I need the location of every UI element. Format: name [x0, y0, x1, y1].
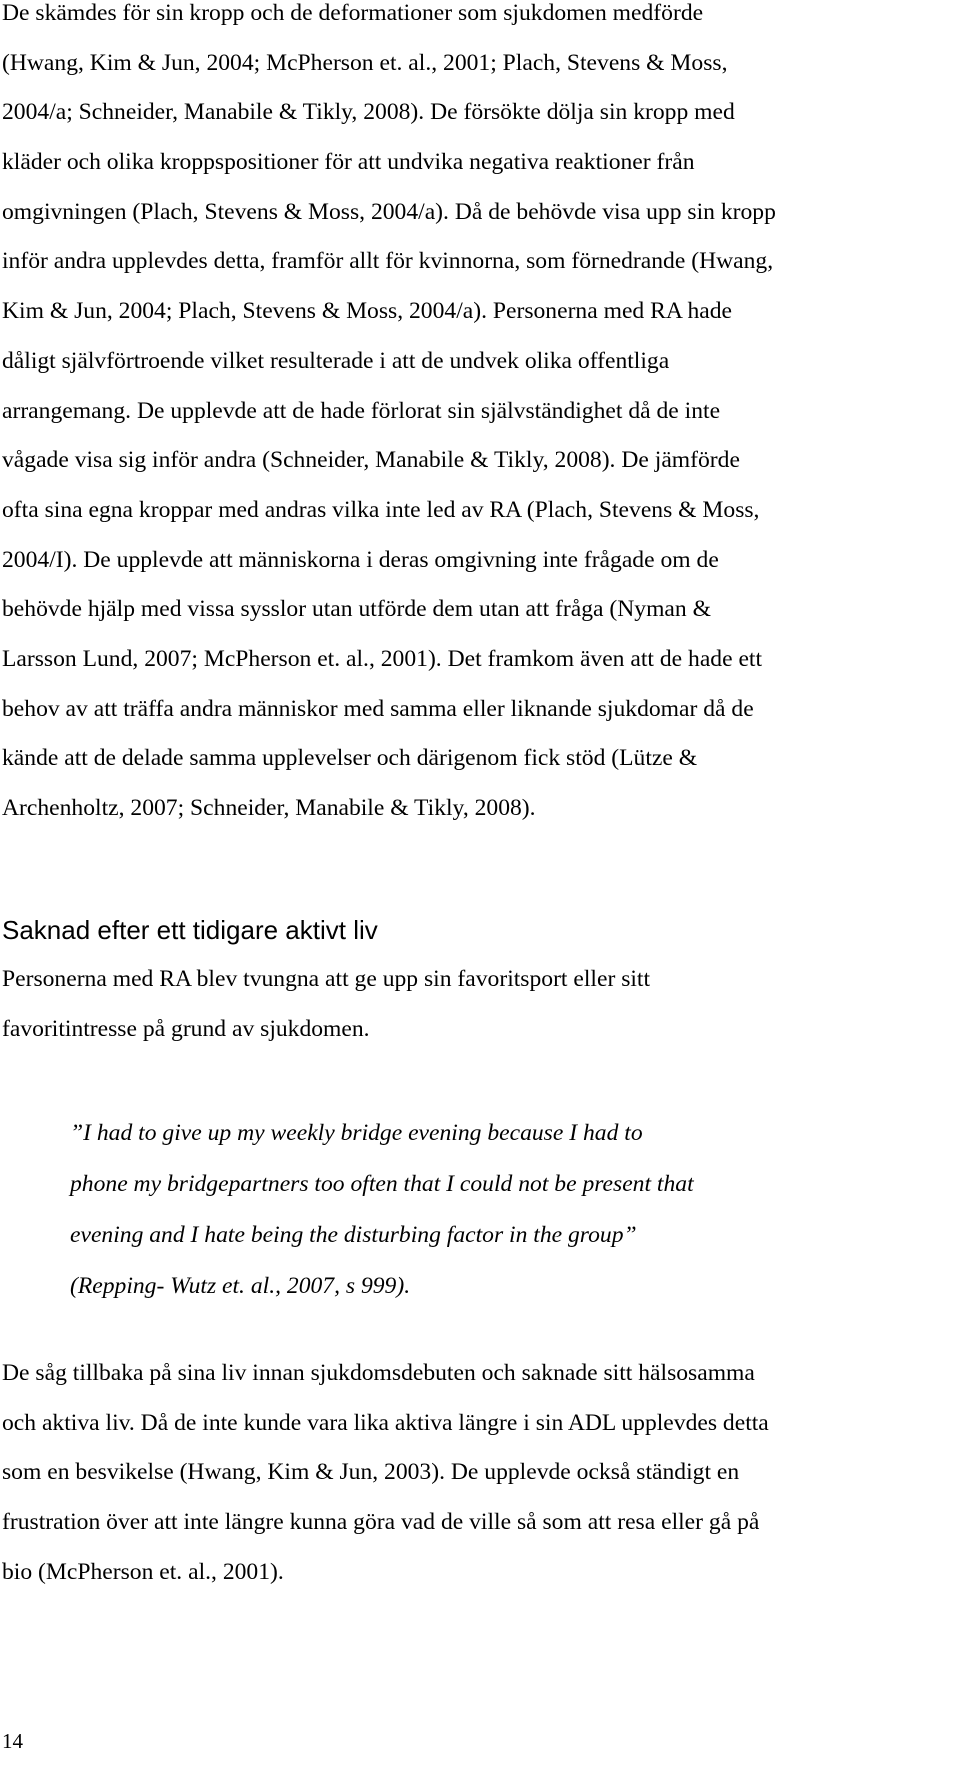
text-line: behövde hjälp med vissa sysslor utan utförde dem utan att fråga (Nyman & [2, 596, 711, 623]
text-line: Archenholtz, 2007; Schneider, Manabile & Tikly, 2008). [2, 795, 536, 821]
paragraph-intro [2, 955, 932, 1054]
text-line: som en besvikelse (Hwang, Kim & Jun, 2003). De upplevde också ständigt en [2, 1459, 740, 1486]
text-line: behov av att träffa andra människor med samma eller liknande sjukdomar då de [2, 695, 754, 722]
text-line: Kim & Jun, 2004; Plach, Stevens & Moss, 2004/a). Personerna med RA hade [2, 298, 733, 325]
text-line: Personerna med RA blev tvungna att ge upp sin favoritsport eller sitt [2, 966, 651, 992]
text-line: och aktiva liv. Då de inte kunde vara lika aktiva längre i sin ADL upplevdes detta [2, 1409, 769, 1436]
text-line: De såg tillbaka på sina liv innan sjukdomsdebuten och saknade sitt hälsosamma [2, 1360, 755, 1386]
quote-line: phone my bridgepartners too often that I could not be present that [70, 1171, 694, 1197]
text-line: omgivningen (Plach, Stevens & Moss, 2004/a). Då de behövde visa upp sin kropp [2, 198, 776, 225]
text-line: Larsson Lund, 2007; McPherson et. al., 2001). Det framkom även att de hade ett [2, 645, 763, 672]
text-line: kläder och olika kroppspositioner för att undvika negativa reaktioner från [2, 149, 695, 176]
block-quote [70, 1108, 930, 1312]
page-number: 14 [2, 1729, 23, 1753]
paragraph-body-image [2, 0, 932, 834]
text-line: frustration över att inte längre kunna göra vad de ville så som att resa eller gå på [2, 1509, 760, 1536]
text-line: ofta sina egna kroppar med andras vilka inte led av RA (Plach, Stevens & Moss, [2, 496, 760, 523]
text-line: kände att de delade samma upplevelser och därigenom fick stöd (Lütze & [2, 745, 698, 772]
paragraph-lost-life [2, 1349, 932, 1597]
quote-line: evening and I hate being the disturbing factor in the group” [70, 1222, 637, 1248]
text-line: favoritintresse på grund av sjukdomen. [2, 1015, 370, 1042]
text-line: arrangemang. De upplevde att de hade förlorat sin självständighet då de inte [2, 397, 721, 424]
quote-citation: (Repping- Wutz et. al., 2007, s 999). [70, 1273, 411, 1299]
text-line: bio (McPherson et. al., 2001). [2, 1558, 284, 1585]
text-line: (Hwang, Kim & Jun, 2004; McPherson et. al., 2001; Plach, Stevens & Moss, [2, 49, 728, 76]
section-heading: Saknad efter ett tidigare aktivt liv [2, 915, 378, 945]
text-line: De skämdes för sin kropp och de deformationer som sjukdomen medförde [2, 0, 704, 26]
text-line: 2004/I). De upplevde att människorna i deras omgivning inte frågade om de [2, 546, 719, 573]
quote-line: ”I had to give up my weekly bridge evening because I had to [70, 1120, 643, 1146]
text-line: vågade visa sig inför andra (Schneider, Manabile & Tikly, 2008). De jämförde [2, 447, 740, 474]
text-line: inför andra upplevdes detta, framför allt för kvinnorna, som förnedrande (Hwang, [2, 248, 774, 275]
text-line: dåligt självförtroende vilket resulterade i att de undvek olika offentliga [2, 347, 670, 374]
text-line: 2004/a; Schneider, Manabile & Tikly, 2008). De försökte dölja sin kropp med [2, 99, 735, 126]
